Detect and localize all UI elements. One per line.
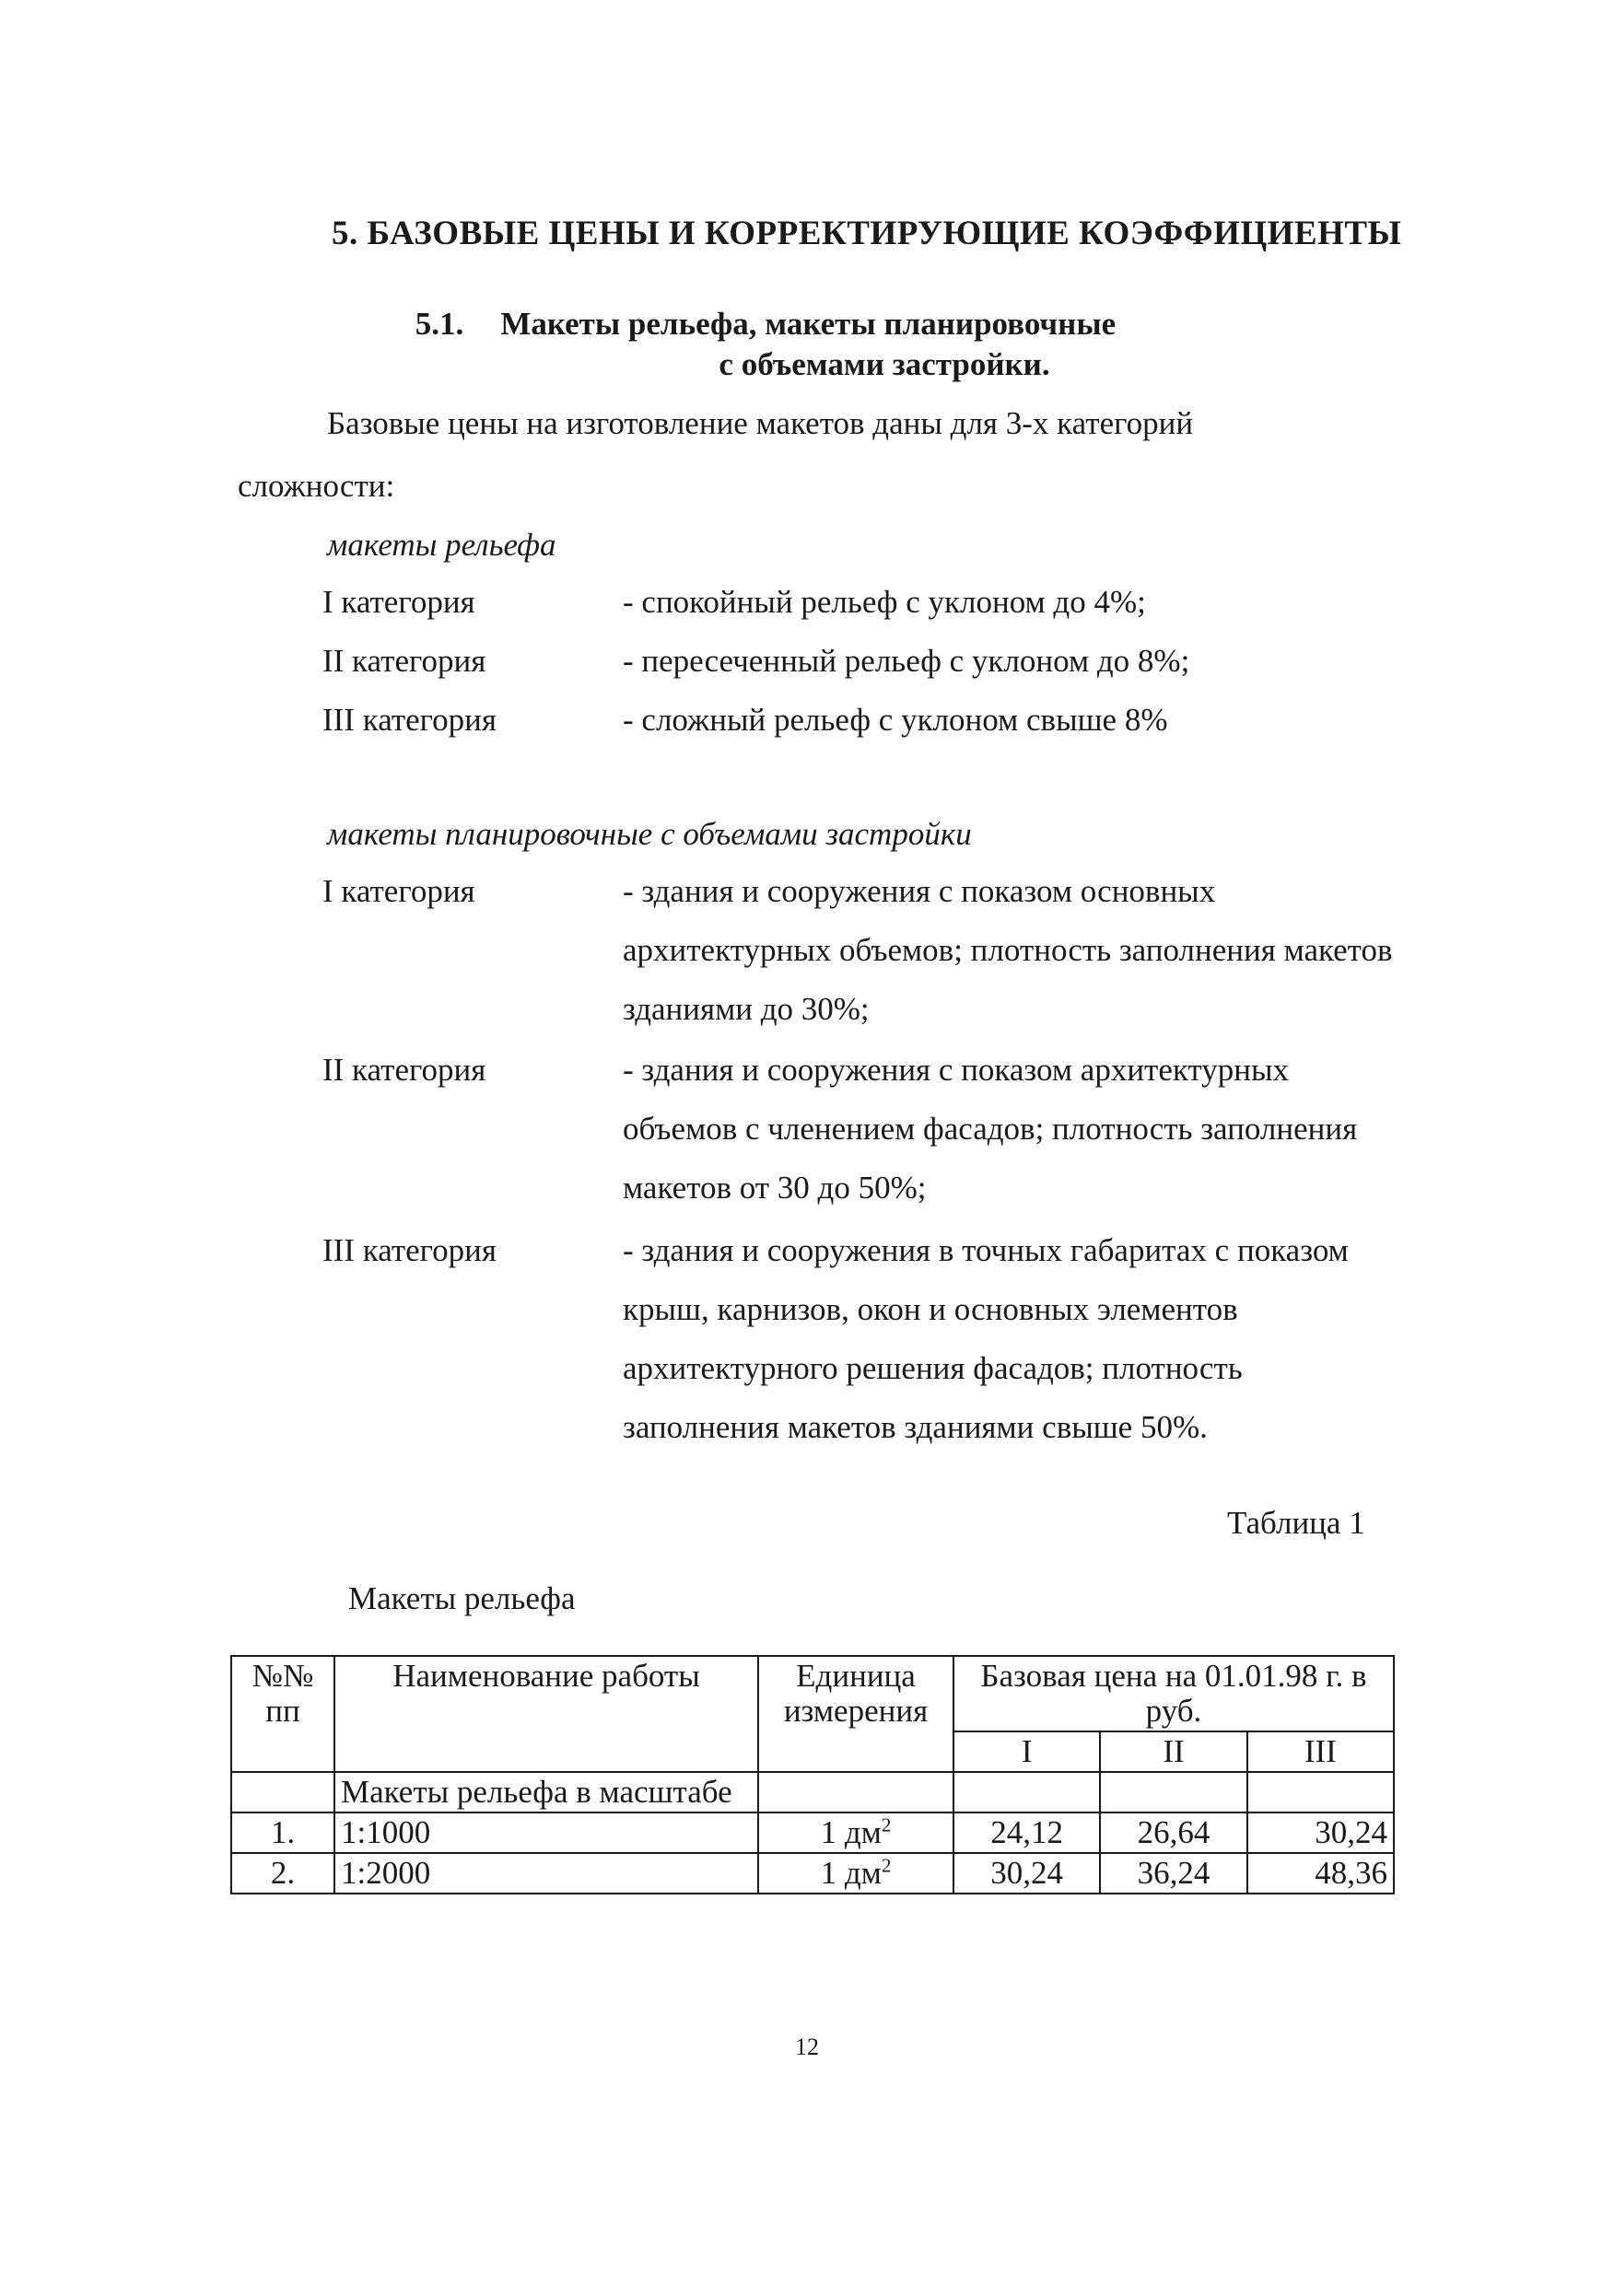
row-price-cat2: 36,24 <box>1100 1853 1246 1894</box>
header-name: Наименование работы <box>334 1656 758 1772</box>
planning-cat2-desc: - здания и сооружения с показом архитектурных объемов с членением фасадов; плотность заполнения макетов от 30 до 50%; <box>623 1052 1358 1206</box>
planning-cat1-label: I категория <box>322 873 475 909</box>
header-price: Базовая цена на 01.01.98 г. в руб. <box>953 1656 1394 1731</box>
table-caption: Макеты рельефа <box>348 1580 576 1616</box>
planning-cat3-label: III категория <box>322 1232 497 1268</box>
row-unit: 1 $дм^2$ <box>758 1853 953 1894</box>
row-price-cat2: 26,64 <box>1100 1812 1246 1853</box>
header-num: №№ пп <box>231 1656 334 1772</box>
row-name: 1:1000 <box>334 1812 758 1853</box>
planning-cat1-desc: - здания и сооружения с показом основных архитектурных объемов; плотность заполнения макетов зданиями до 30%; <box>623 873 1393 1027</box>
planning-heading: макеты планировочные с объемами застройки <box>327 816 972 852</box>
group-label: Макеты рельефа в масштабе <box>334 1772 758 1812</box>
subsection-title-line1: Макеты рельефа, макеты планировочные <box>500 306 1117 342</box>
intro-line1: Базовые цены на изготовление макетов даны для 3-х категорий <box>327 405 1194 441</box>
relief-cat1-label: I категория <box>322 584 475 620</box>
row-name: 1:2000 <box>334 1853 758 1894</box>
table-row <box>231 1812 1394 1853</box>
table-row <box>231 1772 1394 1812</box>
relief-cat3-desc: - сложный рельеф с уклоном свыше 8% <box>623 702 1168 738</box>
row-unit: 1 $дм^2$ <box>758 1812 953 1853</box>
table-row <box>231 1853 1394 1894</box>
subsection-title-line2: с объемами застройки. <box>719 346 1050 382</box>
subsection-title <box>0 304 1614 385</box>
planning-cat2-label: II категория <box>322 1052 486 1088</box>
header-unit: Единица измерения <box>758 1656 953 1772</box>
table-label: Таблица 1 <box>1227 1505 1365 1541</box>
subsection-number: 5.1. <box>415 306 464 342</box>
row-num: 2. <box>231 1853 334 1894</box>
row-price-cat3: 48,36 <box>1247 1853 1394 1894</box>
section-title: 5. БАЗОВЫЕ ЦЕНЫ И КОРРЕКТИРУЮЩИЕ КОЭФФИЦИЕНТЫ <box>332 215 1402 252</box>
header-cat1: I <box>953 1731 1100 1772</box>
planning-cat3-desc: - здания и сооружения в точных габаритах с показом крыш, карнизов, окон и основных элементов архитектурного решения фасадов; плотность заполнения макетов зданиями свыше 50%. <box>623 1232 1349 1445</box>
table-header-row <box>231 1656 1394 1731</box>
row-price-cat3: 30,24 <box>1247 1812 1394 1853</box>
header-cat2: II <box>1100 1731 1246 1772</box>
relief-cat1-desc: - спокойный рельеф с уклоном до 4%; <box>623 584 1146 620</box>
relief-cat2-label: II категория <box>322 643 486 679</box>
intro-line2: сложности: <box>238 468 395 504</box>
page-number: 12 <box>795 2034 819 2060</box>
row-price-cat1: 24,12 <box>953 1812 1100 1853</box>
prices-table <box>230 1655 1395 1894</box>
relief-cat3-label: III категория <box>322 702 497 738</box>
row-num: 1. <box>231 1812 334 1853</box>
row-price-cat1: 30,24 <box>953 1853 1100 1894</box>
relief-heading: макеты рельефа <box>327 527 556 563</box>
relief-cat2-desc: - пересеченный рельеф с уклоном до 8%; <box>623 643 1190 679</box>
header-cat3: III <box>1247 1731 1394 1772</box>
